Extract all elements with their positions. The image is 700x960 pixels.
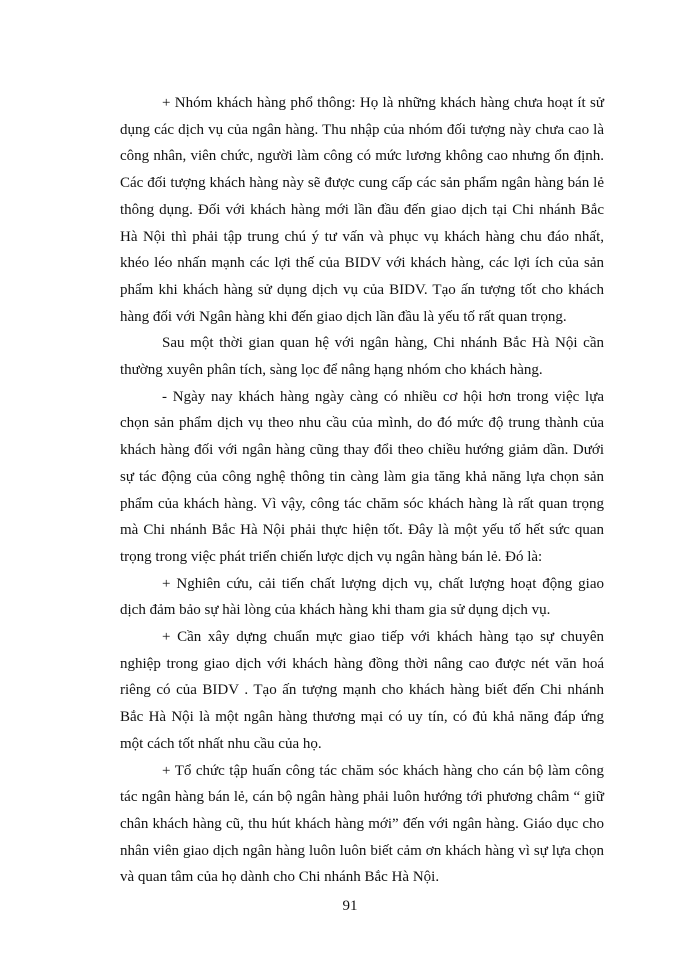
body-text [120, 90, 604, 891]
paragraph-common-customer-group: + Nhóm khách hàng phổ thông: Họ là những khách hàng chưa hoạt ít sử dụng các dịch vụ của ngân hàng. Thu nhập của nhóm đối tượng này chưa cao là công nhân, viên chức, người làm công có mức lương không cao nhưng ổn định. Các đối tượng khách hàng này sẽ được cung cấp các sản phẩm ngân hàng bán lẻ thông dụng. Đối với khách hàng mới lần đầu đến giao dịch tại Chi nhánh Bắc Hà Nội thì phải tập trung chú ý tư vấn và phục vụ khách hàng chu đáo nhất, khéo léo nhấn mạnh các lợi thế của BIDV với khách hàng, các lợi ích của sản phẩm khi khách hàng sử dụng dịch vụ của BIDV. Tạo ấn tượng tốt cho khách hàng đối với Ngân hàng khi đến giao dịch lần đầu là yếu tố rất quan trọng. [120, 95, 604, 325]
page-number: 91 [342, 898, 358, 914]
paragraph-customer-care: - Ngày nay khách hàng ngày càng có nhiều cơ hội hơn trong việc lựa chọn sản phẩm dịch vụ theo nhu cầu của mình, do đó mức độ trung thành của khách hàng đối với ngân hàng cũng thay đổi theo chiều hướng giảm dần. Dưới sự tác động của công nghệ thông tin càng làm gia tăng khả năng lựa chọn sản phẩm của khách hàng. Vì vậy, công tác chăm sóc khách hàng là rất quan trọng mà Chi nhánh Bắc Hà Nội phải thực hiện tốt. Đây là một yếu tố hết sức quan trọng trong việc phát triển chiến lược dịch vụ ngân hàng bán lẻ. Đó là: [120, 388, 604, 565]
paragraph-customer-upgrade: Sau một thời gian quan hệ với ngân hàng, Chi nhánh Bắc Hà Nội cần thường xuyên phân tích, sàng lọc để nâng hạng nhóm cho khách hàng. [120, 335, 604, 379]
paragraph-training: + Tổ chức tập huấn công tác chăm sóc khách hàng cho cán bộ làm công tác ngân hàng bán lẻ, cán bộ ngân hàng phải luôn hướng tới phương châm “ giữ chân khách hàng cũ, thu hút khách hàng mới” đến với ngân hàng. Giáo dục cho nhân viên giao dịch ngân hàng luôn luôn biết cảm ơn khách hàng vì sự lựa chọn và quan tâm của họ dành cho Chi nhánh Bắc Hà Nội. [120, 762, 604, 886]
paragraph-communication-standards: + Cần xây dựng chuẩn mực giao tiếp với khách hàng tạo sự chuyên nghiệp trong giao dịch với khách hàng đồng thời nâng cao được nét văn hoá riêng có của BIDV . Tạo ấn tượng mạnh cho khách hàng biết đến Chi nhánh Bắc Hà Nội là một ngân hàng thương mại có uy tín, có đủ khả năng đáp ứng một cách tốt nhất nhu cầu của họ. [120, 629, 604, 752]
paragraph-service-quality: + Nghiên cứu, cải tiến chất lượng dịch vụ, chất lượng hoạt động giao dịch đảm bảo sự hài lòng của khách hàng khi tham gia sử dụng dịch vụ. [120, 575, 604, 619]
